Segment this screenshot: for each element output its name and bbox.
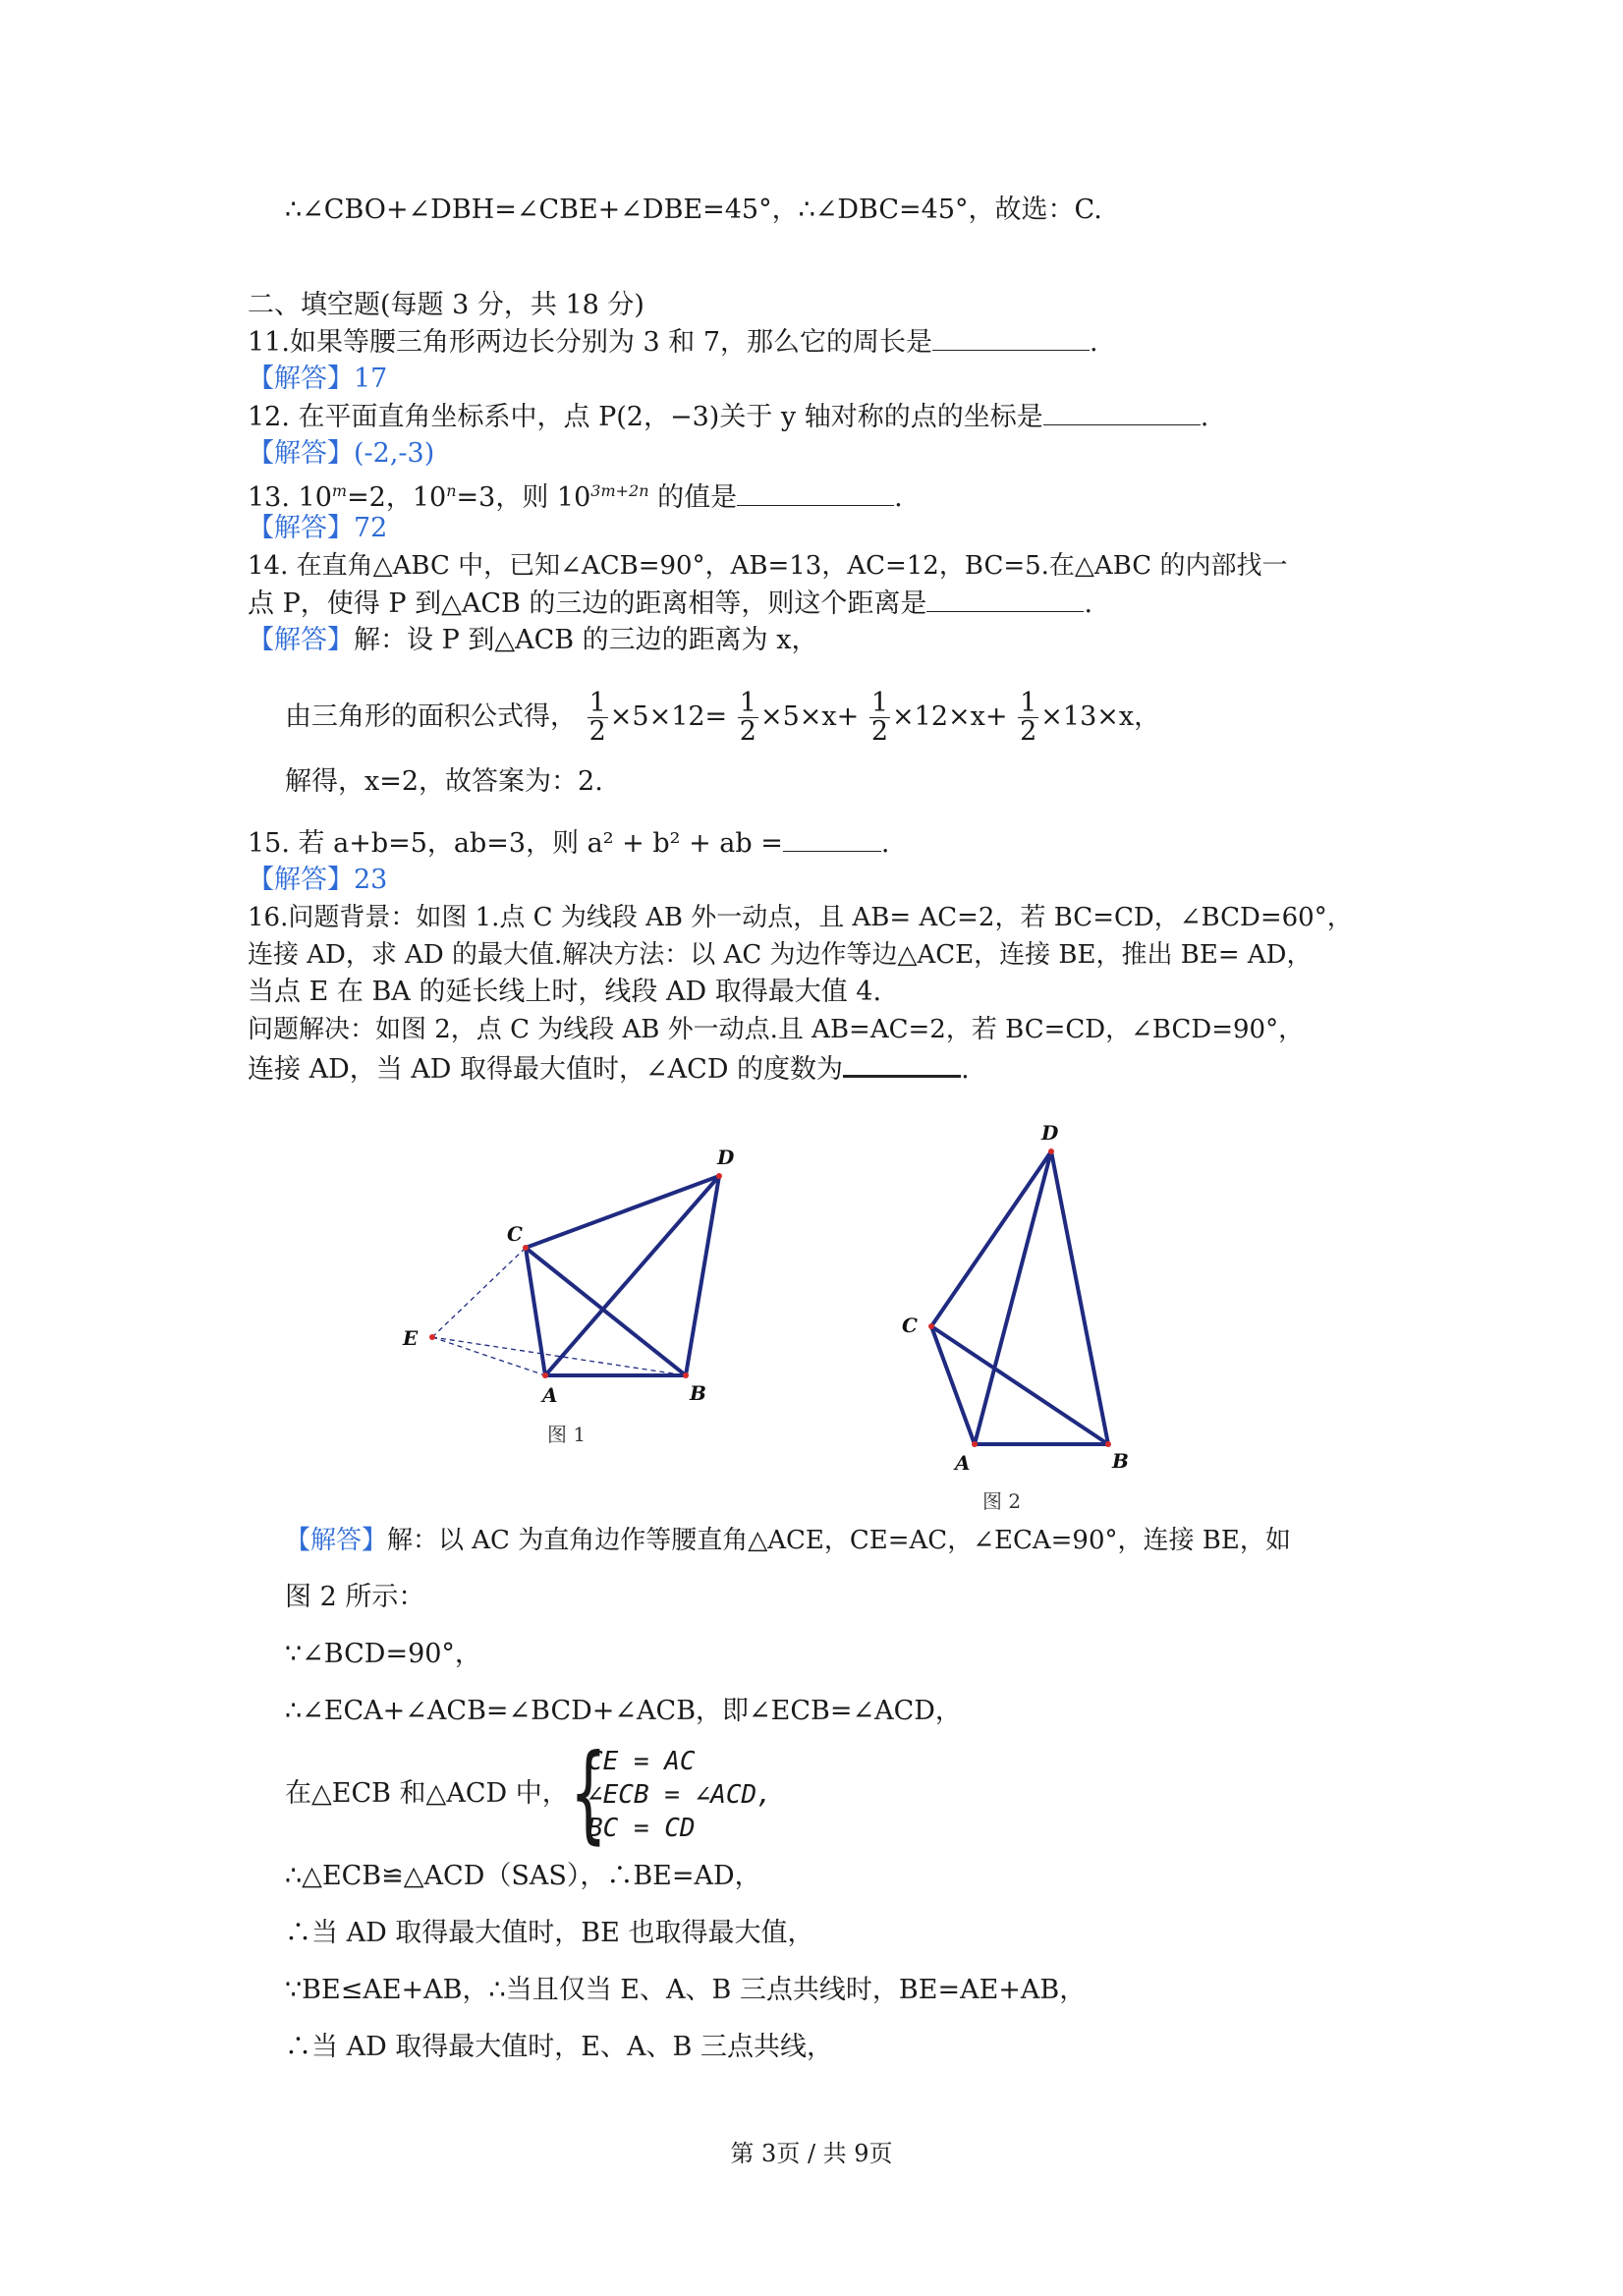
question-16-line-5: 连接 AD，当 AD 取得最大值时，∠ACD 的度数为 . — [248, 1049, 970, 1088]
question-16-line-3: 当点 E 在 BA 的延长线上时，线段 AD 取得最大值 4. — [248, 977, 882, 1007]
answer-tag: 【解答】 — [248, 513, 354, 543]
answer-14 — [248, 623, 818, 658]
answer-tag: 【解答】 — [248, 364, 354, 394]
label-d: D — [1041, 1121, 1059, 1145]
answer-tag: 【解答】 — [248, 625, 354, 655]
answer-value: (-2,-3) — [354, 438, 435, 469]
answer-tag: 【解答】 — [248, 438, 354, 469]
question-text: =3，则 10 — [456, 482, 591, 513]
system-brace: { — [570, 1732, 607, 1855]
text-line: ∴∠CBO+∠DBH=∠CBE+∠DBE=45°，∴∠DBC=45°，故选：C. — [285, 195, 1102, 225]
question-16-line-1: 16.问题背景：如图 1.点 C 为线段 AB 外一动点，且 AB= AC=2，若 BC=CD，∠BCD=60°， — [248, 903, 1353, 932]
label-c: C — [507, 1222, 523, 1246]
question-13: 13. $10^m=2$，$10^n=3$，则 $10^{3m+2n}$ 的值是 . — [248, 481, 903, 513]
label-c: C — [902, 1314, 918, 1337]
page-footer: 第 3页 / 共 9页 — [730, 2140, 893, 2167]
solution-line-1 — [285, 1523, 1291, 1558]
question-14-line-1: 14. 在直角△ABC 中，已知∠ACB=90°，AB=13，AC=12，BC=5.在△ABC 的内部找一 — [248, 551, 1288, 581]
solution-line-3: ∵∠BCD=90°， — [285, 1639, 481, 1669]
question-11: 11.如果等腰三角形两边长分别为 3 和 7，那么它的周长是 . — [248, 324, 1098, 361]
denominator: 2 — [588, 716, 606, 747]
formula-text: 由三角形的面积公式得， — [285, 701, 577, 732]
numerator: 1 — [870, 688, 889, 718]
fraction — [869, 690, 890, 746]
answer-value: 23 — [354, 865, 388, 895]
formula-text: ×12×x+ — [892, 701, 1008, 732]
solve-line: 解得，x=2，故答案为：2. — [285, 766, 603, 797]
answer-blank — [932, 324, 1090, 351]
question-text: 的值是 — [648, 482, 738, 513]
figure-2 — [884, 1110, 1179, 1484]
fraction — [738, 690, 758, 746]
area-formula — [285, 688, 1160, 747]
figure-1-dashed-lines — [432, 1248, 686, 1375]
answer-text: 解：设 P 到△ACB 的三边的距离为 x， — [354, 625, 818, 655]
answer-12 — [248, 436, 434, 472]
exponent: n — [446, 481, 457, 500]
denominator: 2 — [1020, 716, 1037, 747]
solution-line-8: ∵BE≤AE+AB，∴当且仅当 E、A、B 三点共线时，BE=AE+AB， — [285, 1975, 1087, 2005]
figure-1 — [393, 1135, 766, 1449]
exponent: 3m+2n — [590, 481, 649, 500]
question-text: 13. 10 — [248, 482, 332, 513]
formula-text: ×5×x+ — [759, 701, 860, 732]
label-d: D — [717, 1146, 735, 1169]
label-b: B — [1112, 1449, 1129, 1473]
system-row: BC = CD — [588, 1814, 696, 1843]
answer-value: 72 — [354, 513, 388, 543]
solution-line-6: ∴△ECB≌△ACD（SAS），∴BE=AD， — [285, 1861, 761, 1891]
answer-blank — [783, 825, 881, 852]
formula-text: ×13×x， — [1040, 701, 1161, 732]
question-14-line-2: 点 P，使得 P 到△ACB 的三边的距离相等，则这个距离是 . — [248, 586, 1092, 622]
question-16-line-2: 连接 AD，求 AD 的最大值.解决方法：以 AC 为边作等边△ACE，连接 BE，推出 BE= AD， — [248, 940, 1313, 970]
solution-line-7: ∴当 AD 取得最大值时，BE 也取得最大值， — [285, 1918, 814, 1948]
numerator: 1 — [1020, 688, 1037, 718]
fraction — [1018, 690, 1038, 746]
figure-2-caption: 图 2 — [982, 1489, 1022, 1513]
solution-line-9: ∴当 AD 取得最大值时，E、A、B 三点共线， — [285, 2032, 833, 2062]
figure-1-points — [429, 1173, 722, 1378]
figure-1-solid-lines — [526, 1176, 719, 1375]
question-text: 连接 AD，当 AD 取得最大值时，∠ACD 的度数为 — [248, 1054, 844, 1085]
solution-line-4: ∴∠ECA+∠ACB=∠BCD+∠ACB，即∠ECB=∠ACD， — [285, 1696, 962, 1726]
answer-blank — [737, 479, 894, 506]
answer-11 — [248, 362, 387, 397]
answer-blank — [843, 1049, 961, 1078]
answer-tag: 【解答】 — [285, 1526, 388, 1555]
question-16-line-4: 问题解决：如图 2，点 C 为线段 AB 外一动点.且 AB=AC=2，若 BC=CD，∠BCD=90°， — [248, 1015, 1305, 1044]
system-row: CE = AC — [588, 1747, 696, 1776]
solution-line-2: 图 2 所示： — [285, 1582, 425, 1612]
equation-system — [588, 1745, 772, 1845]
numerator: 1 — [739, 688, 756, 718]
question-text: 点 P，使得 P 到△ACB 的三边的距离相等，则这个距离是 — [248, 588, 927, 619]
question-12: 12. 在平面直角坐标系中，点 P(2，−3)关于 y 轴对称的点的坐标是 . — [248, 399, 1208, 435]
denominator: 2 — [739, 716, 756, 747]
label-a: A — [542, 1383, 558, 1407]
solution-text: 解：以 AC 为直角边作等腰直角△ACE，CE=AC，∠ECA=90°，连接 BE，如 — [387, 1526, 1291, 1555]
figure-2-points — [928, 1148, 1111, 1447]
question-15: 15. 若 a+b=5，ab=3，则 a² + b² + ab = . — [248, 825, 889, 862]
denominator: 2 — [870, 716, 889, 747]
section-heading: 二、填空题(每题 3 分，共 18 分) — [248, 290, 644, 320]
question-text: 11.如果等腰三角形两边长分别为 3 和 7，那么它的周长是 — [248, 327, 933, 358]
system-row: ∠ECB = ∠ACD, — [588, 1780, 772, 1810]
solution-line-5: 在△ECB 和△ACD 中， — [285, 1778, 569, 1809]
figure-2-solid-lines — [931, 1151, 1108, 1444]
numerator: 1 — [588, 688, 606, 718]
exponent: m — [331, 481, 348, 500]
question-text: 12. 在平面直角坐标系中，点 P(2，−3)关于 y 轴对称的点的坐标是 — [248, 402, 1043, 432]
label-a: A — [955, 1451, 971, 1475]
answer-13 — [248, 511, 387, 546]
label-b: B — [690, 1381, 706, 1405]
fraction — [588, 690, 608, 746]
question-text: 15. 若 a+b=5，ab=3，则 a² + b² + ab = — [248, 828, 783, 859]
formula-text: ×5×12= — [609, 701, 728, 732]
answer-tag: 【解答】 — [248, 865, 354, 895]
label-e: E — [403, 1326, 419, 1350]
figure-1-caption: 图 1 — [547, 1423, 587, 1446]
answer-value: 17 — [354, 364, 388, 394]
answer-blank — [1043, 399, 1201, 425]
answer-15 — [248, 863, 387, 898]
question-text: =2，10 — [347, 482, 447, 513]
answer-blank — [926, 586, 1084, 612]
